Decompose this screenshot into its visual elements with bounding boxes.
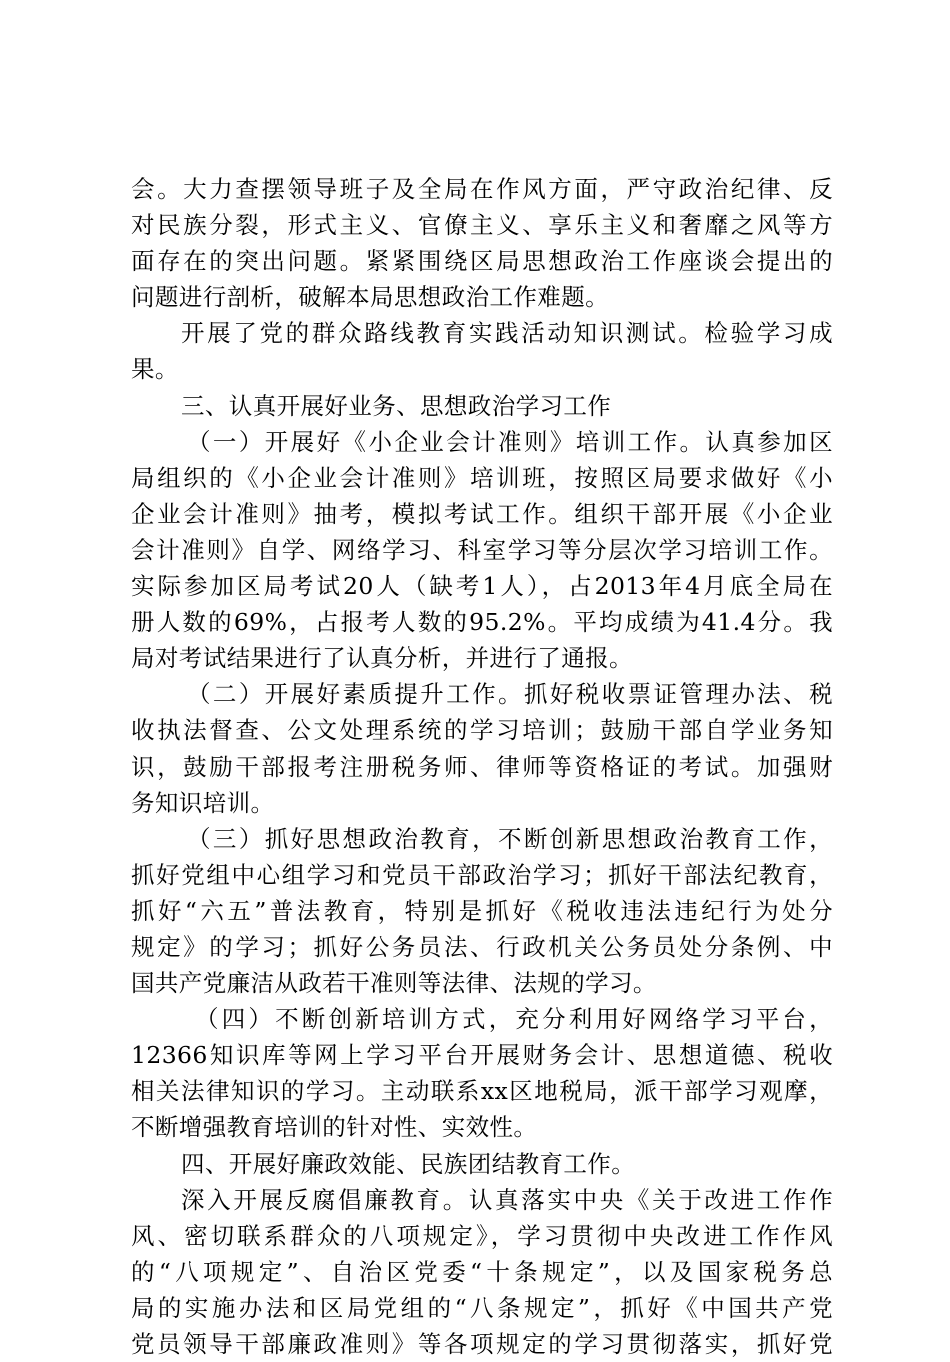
text-line: 果。: [131, 355, 179, 384]
text-line: 会。大力查摆领导班子及全局在作风方面，严守政治纪律、反: [131, 175, 833, 203]
text-line: 企业会计准则》抽考，模拟考试工作。组织干部开展《小企业: [131, 499, 833, 528]
text-line: 党员领导干部廉政准则》等各项规定的学习贯彻落实，抓好党: [131, 1330, 833, 1358]
paragraph-first-line: （一）开展好《小企业会计准则》培训工作。认真参加区: [187, 427, 833, 456]
text-line: 抓好“六五”普法教育，特别是抓好《税收违法违纪行为处分: [131, 896, 833, 925]
text-line: 的“八项规定”、自治区党委“十条规定”，以及国家税务总: [131, 1257, 833, 1286]
text-line: 册人数的69%，占报考人数的95.2%。平均成绩为41.4分。我: [131, 608, 833, 637]
text-line: 面存在的突出问题。紧紧围绕区局思想政治工作座谈会提出的: [131, 247, 833, 276]
section-heading: 三、认真开展好业务、思想政治学习工作: [181, 391, 612, 420]
text-line: 务知识培训。: [131, 788, 275, 817]
paragraph-first-line: 开展了党的群众路线教育实践活动知识测试。检验学习成: [181, 319, 833, 348]
text-line: 局的实施办法和区局党组的“八条规定”，抓好《中国共产党: [131, 1293, 833, 1322]
text-line: 局对考试结果进行了认真分析，并进行了通报。: [131, 644, 633, 673]
paragraph-first-line: 深入开展反腐倡廉教育。认真落实中央《关于改进工作作: [181, 1185, 833, 1214]
paragraph-first-line: （三）抓好思想政治教育，不断创新思想政治教育工作，: [187, 824, 833, 853]
document-body: [131, 171, 833, 1362]
text-line: 相关法律知识的学习。主动联系xx区地税局，派干部学习观摩，: [131, 1077, 833, 1106]
section-heading: 四、开展好廉政效能、民族团结教育工作。: [181, 1149, 636, 1178]
text-line: 对民族分裂，形式主义、官僚主义、享乐主义和奢靡之风等方: [131, 211, 833, 240]
text-line: 收执法督查、公文处理系统的学习培训；鼓励干部自学业务知: [131, 716, 833, 745]
text-line: 规定》的学习；抓好公务员法、行政机关公务员处分条例、中: [131, 932, 833, 961]
text-line: 风、密切联系群众的八项规定》，学习贯彻中央改进工作作风: [131, 1221, 833, 1250]
text-line: 实际参加区局考试20人（缺考1人），占2013年4月底全局在: [131, 572, 833, 601]
text-line: 不断增强教育培训的针对性、实效性。: [131, 1113, 538, 1142]
text-line: 会计准则》自学、网络学习、科室学习等分层次学习培训工作。: [131, 535, 833, 564]
paragraph-first-line: （四）不断创新培训方式，充分利用好网络学习平台，: [195, 1005, 833, 1034]
text-line: 国共产党廉洁从政若干准则等法律、法规的学习。: [131, 969, 657, 998]
text-line: 问题进行剖析，破解本局思想政治工作难题。: [131, 283, 609, 312]
text-line: 局组织的《小企业会计准则》培训班，按照区局要求做好《小: [131, 463, 833, 492]
text-line: 识，鼓励干部报考注册税务师、律师等资格证的考试。加强财: [131, 752, 833, 781]
text-line: 抓好党组中心组学习和党员干部政治学习；抓好干部法纪教育，: [131, 860, 833, 889]
text-line: 12366知识库等网上学习平台开展财务会计、思想道德、税收: [131, 1041, 833, 1070]
paragraph-first-line: （二）开展好素质提升工作。抓好税收票证管理办法、税: [187, 680, 833, 709]
